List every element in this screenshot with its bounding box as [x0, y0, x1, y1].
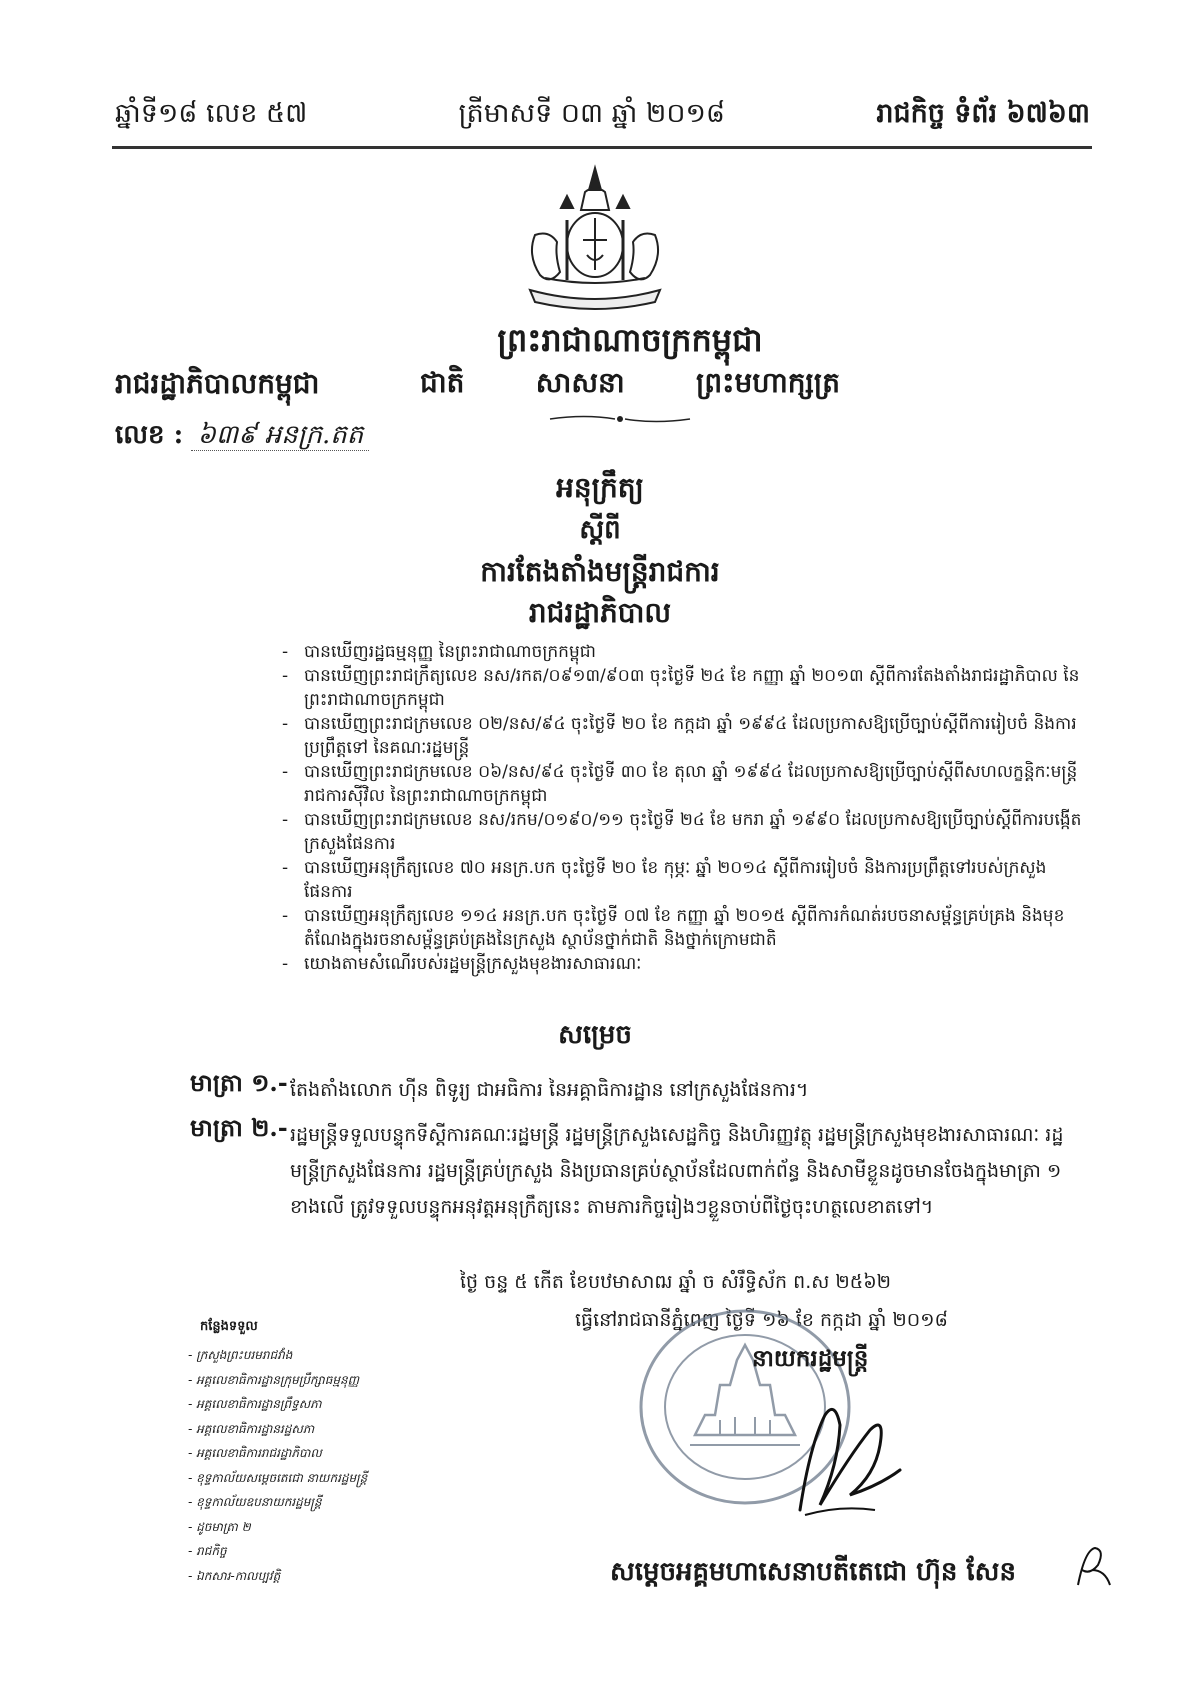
recipient-item: - អគ្គលេខាធិការរាជរដ្ឋាភិបាល: [188, 1446, 322, 1460]
royal-arms-emblem-icon: [505, 160, 685, 310]
document-number: [115, 418, 369, 456]
document-type: អនុក្រឹត្យ: [556, 471, 644, 504]
recipient-item: - អគ្គលេខាធិការដ្ឋានរដ្ឋសភា: [188, 1421, 315, 1436]
trimester: ត្រីមាសទី ០៣ ឆ្នាំ ២០១៨: [458, 98, 726, 129]
year-issue: ឆ្នាំទី១៨ លេខ ៥៧: [115, 98, 308, 129]
recipient-item: - ខុទ្ទកាល័យឧបនាយករដ្ឋមន្ត្រី: [188, 1495, 322, 1509]
motto-nation: ជាតិ: [420, 366, 465, 399]
legal-basis-item: - បានឃើញព្រះរាជក្រមលេខ ០២/នស/៩៤ ចុះថ្ងៃទី ២០ ខែ កក្កដា ឆ្នាំ ១៩៩៤ ដែលប្រកាសឱ្យប្រើច្បាប់ស្ដីពីការរៀបចំ និងការប្រព្រឹត្តទៅ នៃគណៈរដ្ឋមន្ត្រី: [282, 712, 1082, 760]
recipients-block: [188, 1318, 448, 1588]
legal-basis-item: - បានឃើញរដ្ឋធម្មនុញ្ញ នៃព្រះរាជាណាចក្រកម្ពុជា: [282, 640, 1082, 664]
prime-minister-title: នាយករដ្ឋមន្ត្រី: [752, 1345, 869, 1372]
recipient-item: - អគ្គលេខាធិការដ្ឋានក្រុមប្រឹក្សាធម្មនុញ្ញ: [188, 1372, 360, 1387]
legal-basis-item: - បានឃើញព្រះរាជក្រមលេខ ០៦/នស/៩៤ ចុះថ្ងៃទី ៣០ ខែ តុលា ឆ្នាំ ១៩៩៤ ដែលប្រកាសឱ្យប្រើច្បាប់ស្ដីពីសហលក្ខន្តិកៈមន្ត្រីរាជការស៊ីវិល នៃព្រះរាជាណាចក្រកម្ពុជា: [282, 760, 1082, 808]
legal-basis-item: - បានឃើញព្រះរាជក្រមលេខ នស/រកម/០១៩០/១១ ចុះថ្ងៃទី ២៤ ខែ មករា ឆ្នាំ ១៩៩០ ដែលប្រកាសឱ្យប្រើច្បាប់ស្ដីពីការបង្កើតក្រសួងផែនការ: [282, 808, 1082, 856]
handwritten-signature-icon: [780, 1385, 910, 1525]
solar-date: ធ្វើនៅរាជធានីភ្នំពេញ ថ្ងៃទី ១៦ ខែ កក្កដា ឆ្នាំ ២០១៨: [575, 1309, 949, 1331]
document-number-label: លេខ :: [115, 420, 184, 450]
legal-basis-item: - បានឃើញព្រះរាជក្រឹត្យលេខ នស/រកត/០៩១៣/៩០៣ ចុះថ្ងៃទី ២៤ ខែ កញ្ញា ឆ្នាំ ២០១៣ ស្ដីពីការតែងតាំងរាជរដ្ឋាភិបាល នៃព្រះរាជាណាចក្រកម្ពុជា: [282, 664, 1082, 712]
gazette-page: រាជកិច្ច ទំព័រ ៦៧៦៣: [876, 98, 1090, 129]
ornament-divider-icon: [545, 412, 695, 426]
document-about: ស្ដីពី: [579, 515, 621, 545]
header-rule: [112, 146, 1092, 149]
recipient-item: - ឯកសារ-កាលប្បវត្តិ: [188, 1568, 281, 1583]
recipient-item: - រាជកិច្ច: [188, 1544, 227, 1558]
legal-basis-list: [282, 640, 1082, 976]
government-name: រាជរដ្ឋាភិបាលកម្ពុជា: [115, 367, 320, 400]
initial-mark-icon: [1070, 1540, 1115, 1590]
motto-king: ព្រះមហាក្សត្រ: [696, 366, 840, 399]
kingdom-title: ព្រះរាជាណាចក្រកម្ពុជា: [497, 321, 763, 359]
article-text: រដ្ឋមន្ត្រីទទួលបន្ទុកទីស្ដីការគណៈរដ្ឋមន្ត្រី រដ្ឋមន្ត្រីក្រសួងសេដ្ឋកិច្ច និងហិរញ្ញវត្ថុ រដ្ឋមន្ត្រីក្រសួងមុខងារសាធារណៈ រដ្ឋមន្ត្រីក្រសួងផែនការ រដ្ឋមន្ត្រីគ្រប់ក្រសួង និងប្រធានគ្រប់ស្ថាប័នដែលពាក់ព័ន្ធ និងសាមីខ្លួនដូចមានចែងក្នុងមាត្រា ១ ខាងលើ ត្រូវទទួលបន្ទុកអនុវត្តអនុក្រឹត្យនេះ តាមភារកិច្ចរៀងៗខ្លួនចាប់ពីថ្ងៃចុះហត្ថលេខាតទៅ។: [290, 1124, 1064, 1218]
document-number-value: ៦៣៩ អនក្រ.តត: [191, 420, 369, 451]
recipient-item: - ខុទ្ទកាល័យសម្ដេចតេជោ នាយករដ្ឋមន្ត្រី: [188, 1470, 368, 1485]
legal-basis-item: - បានឃើញអនុក្រឹត្យលេខ ៧០ អនក្រ.បក ចុះថ្ងៃទី ២០ ខែ កុម្ភៈ ឆ្នាំ ២០១៤ ស្ដីពីការរៀបចំ និងការប្រព្រឹត្តទៅរបស់ក្រសួងផែនការ: [282, 856, 1082, 904]
gazette-header: [115, 92, 1090, 136]
recipient-item: - ក្រសួងព្រះបរមរាជវាំង: [188, 1348, 293, 1362]
recipient-item: - ដូចមាត្រា ២: [188, 1519, 251, 1534]
recipients-heading: កន្លែងទទួល: [200, 1319, 258, 1334]
national-motto: [420, 365, 840, 406]
document-issuer: រាជរដ្ឋាភិបាល: [528, 596, 672, 629]
article-2: [190, 1113, 1090, 1263]
article-label: មាត្រា ១.-: [190, 1068, 288, 1097]
lunar-date: ថ្ងៃ ចន្ទ ៥ កេីត ខែបឋមាសាឍ ឆ្នាំ ច សំរឹទ្ធិស័ក ព.ស ២៥៦២: [460, 1271, 892, 1293]
article-text: តែងតាំងលោក ហ៊ីន ពិទូរ្យ ជាអធិការ នៃអគ្គាធិការដ្ឋាន នៅក្រសួងផែនការ។: [290, 1079, 809, 1101]
legal-basis-item: - បានឃើញអនុក្រឹត្យលេខ ១១៤ អនក្រ.បក ចុះថ្ងៃទី ០៧ ខែ កញ្ញា ឆ្នាំ ២០១៥ ស្ដីពីការកំណត់របចនាសម្ព័ន្ធគ្រប់គ្រង និងមុខតំណែងក្នុងរចនាសម្ព័ន្ធគ្រប់គ្រងនៃក្រសួង ស្ថាប័នថ្នាក់ជាតិ និងថ្នាក់ក្រោមជាតិ: [282, 904, 1082, 952]
document-subject: ការតែងតាំងមន្ត្រីរាជការ: [480, 555, 720, 588]
decision-heading: សម្រេច: [558, 1020, 632, 1050]
prime-minister-name: សម្ដេចអគ្គមហាសេនាបតីតេជោ ហ៊ុន សែន: [610, 1557, 1016, 1587]
motto-religion: សាសនា: [535, 366, 625, 399]
article-1: [190, 1068, 1090, 1108]
recipient-item: - អគ្គលេខាធិការដ្ឋានព្រឹទ្ធសភា: [188, 1397, 322, 1411]
legal-basis-item: - យោងតាមសំណើរបស់រដ្ឋមន្ត្រីក្រសួងមុខងារសាធារណៈ: [282, 952, 1082, 976]
recipients-list: [188, 1343, 448, 1588]
article-label: មាត្រា ២.-: [190, 1113, 288, 1142]
